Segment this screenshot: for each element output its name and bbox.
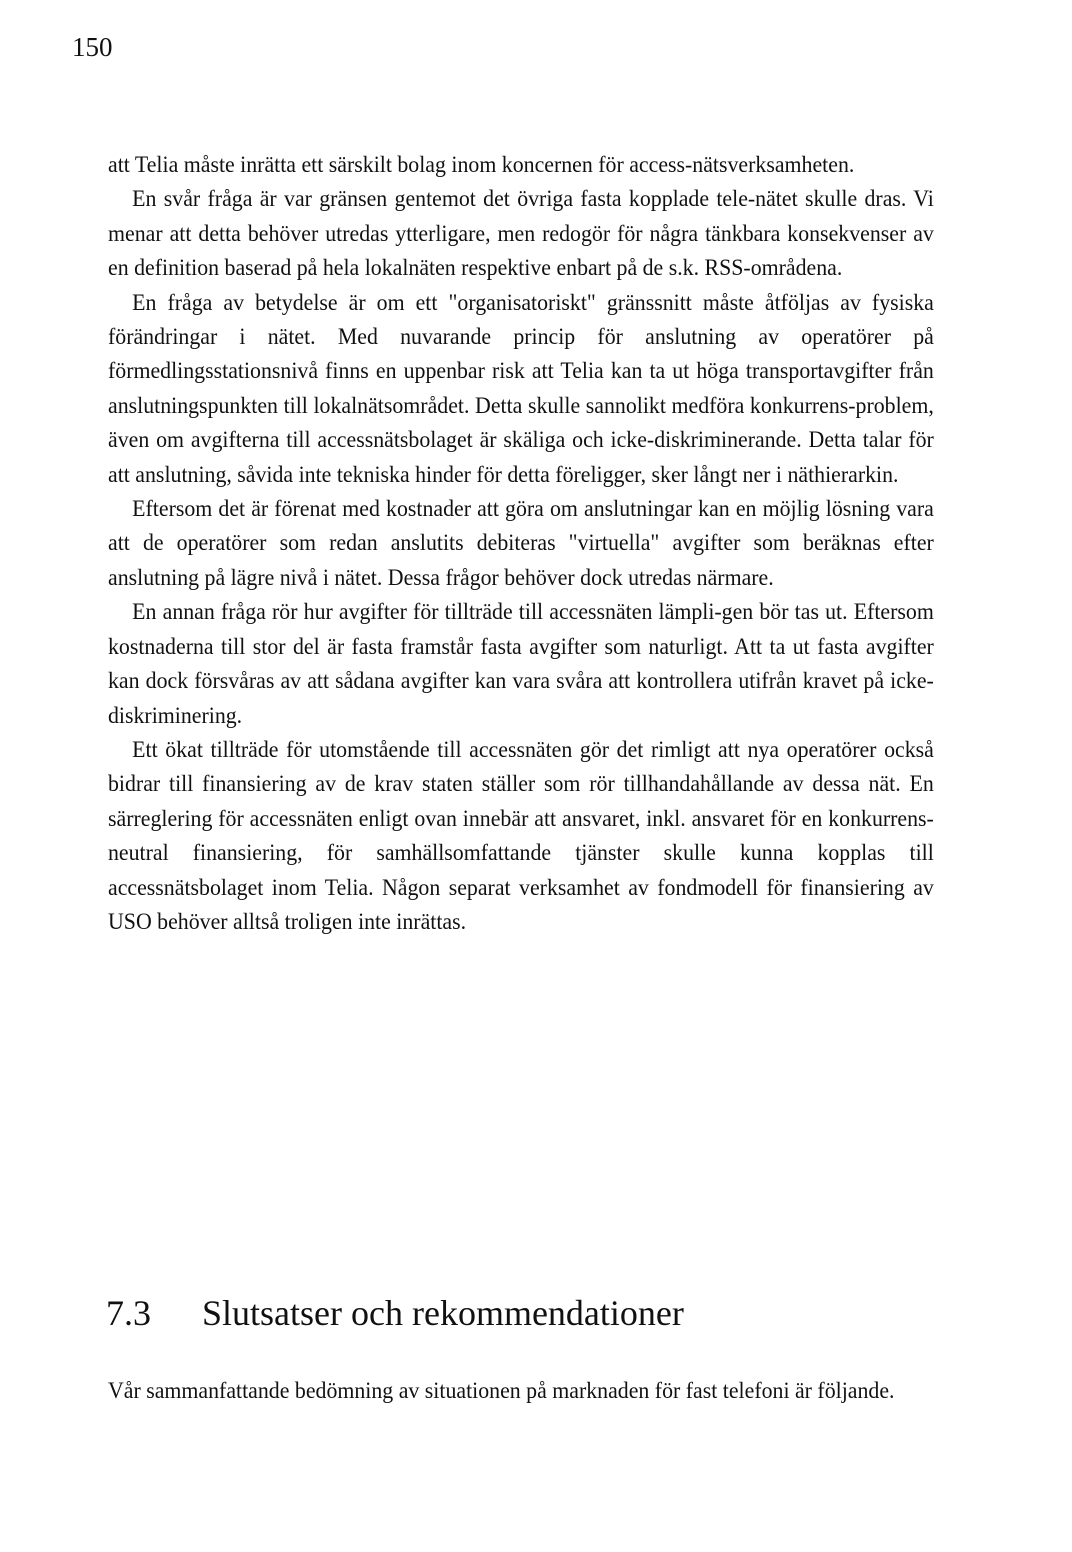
page-number: 150: [72, 32, 113, 62]
section-heading: [106, 1292, 684, 1334]
paragraph-organisational-interface: En fråga av betydelse är om ett "organisatoriskt" gränssnitt måste åtföljas av fysiska förändringar i nätet. Med nuvarande princip för anslutning av operatörer på förmedlingsstationsnivå finns en uppenbar risk att Telia kan ta ut höga transportavgifter från anslutningspunkten till lokalnätsområdet. Detta skulle sannolikt medföra konkurrens-problem, även om avgifterna till accessnätsbolaget är skäliga och icke-diskriminerande. Detta talar för att anslutning, såvida inte tekniska hinder för detta föreligger, sker långt ner i näthierarkin.: [108, 289, 934, 488]
section-number: 7.3: [106, 1293, 151, 1333]
section-intro-text: Vår sammanfattande bedömning av situationen på marknaden för fast telefoni är följande.: [108, 1378, 895, 1404]
paragraph-network-boundary: En svår fråga är var gränsen gentemot det övriga fasta kopplade tele-nätet skulle dras. Vi menar att detta behöver utredas ytterligare, men redogör för några tänkbara konsekvenser av en definition baserad på hela lokalnäten respektive enbart på de s.k. RSS-områdena.: [108, 186, 934, 282]
body-text: [108, 148, 934, 939]
section-intro: [108, 1374, 934, 1408]
paragraph-virtual-fees: Eftersom det är förenat med kostnader att göra om anslutningar kan en möjlig lösning vara att de operatörer som redan anslutits debiteras "virtuella" avgifter som beräknas efter anslutning på lägre nivå i nätet. Dessa frågor behöver dock utredas närmare.: [108, 496, 934, 591]
section-title: Slutsatser och rekommendationer: [202, 1293, 684, 1333]
paragraph-uso-financing: Ett ökat tillträde för utomstående till accessnäten gör det rimligt att nya operatörer också bidrar till finansiering av de krav staten ställer som rör tillhandahållande av dessa nät. En särreglering för accessnäten enligt ovan innebär att ansvaret, inkl. ansvaret för en konkurrens-neutral finansiering, för samhällsomfattande tjänster skulle kunna kopplas till accessnätsbolaget inom Telia. Någon separat verksamhet av fondmodell för finansiering av USO behöver alltså troligen inte inrättas.: [108, 736, 934, 935]
paragraph-continuation: att Telia måste inrätta ett särskilt bolag inom koncernen för access-nätsverksamheten.: [108, 152, 855, 178]
paragraph-access-fees: En annan fråga rör hur avgifter för tillträde till accessnäten lämpli-gen bör tas ut. Eftersom kostnaderna till stor del är fasta framstår fasta avgifter som naturligt. Att ta ut fasta avgifter kan dock försvåras av att sådana avgifter kan vara svåra att kontrollera utifrån kravet på icke-diskriminering.: [108, 599, 934, 729]
